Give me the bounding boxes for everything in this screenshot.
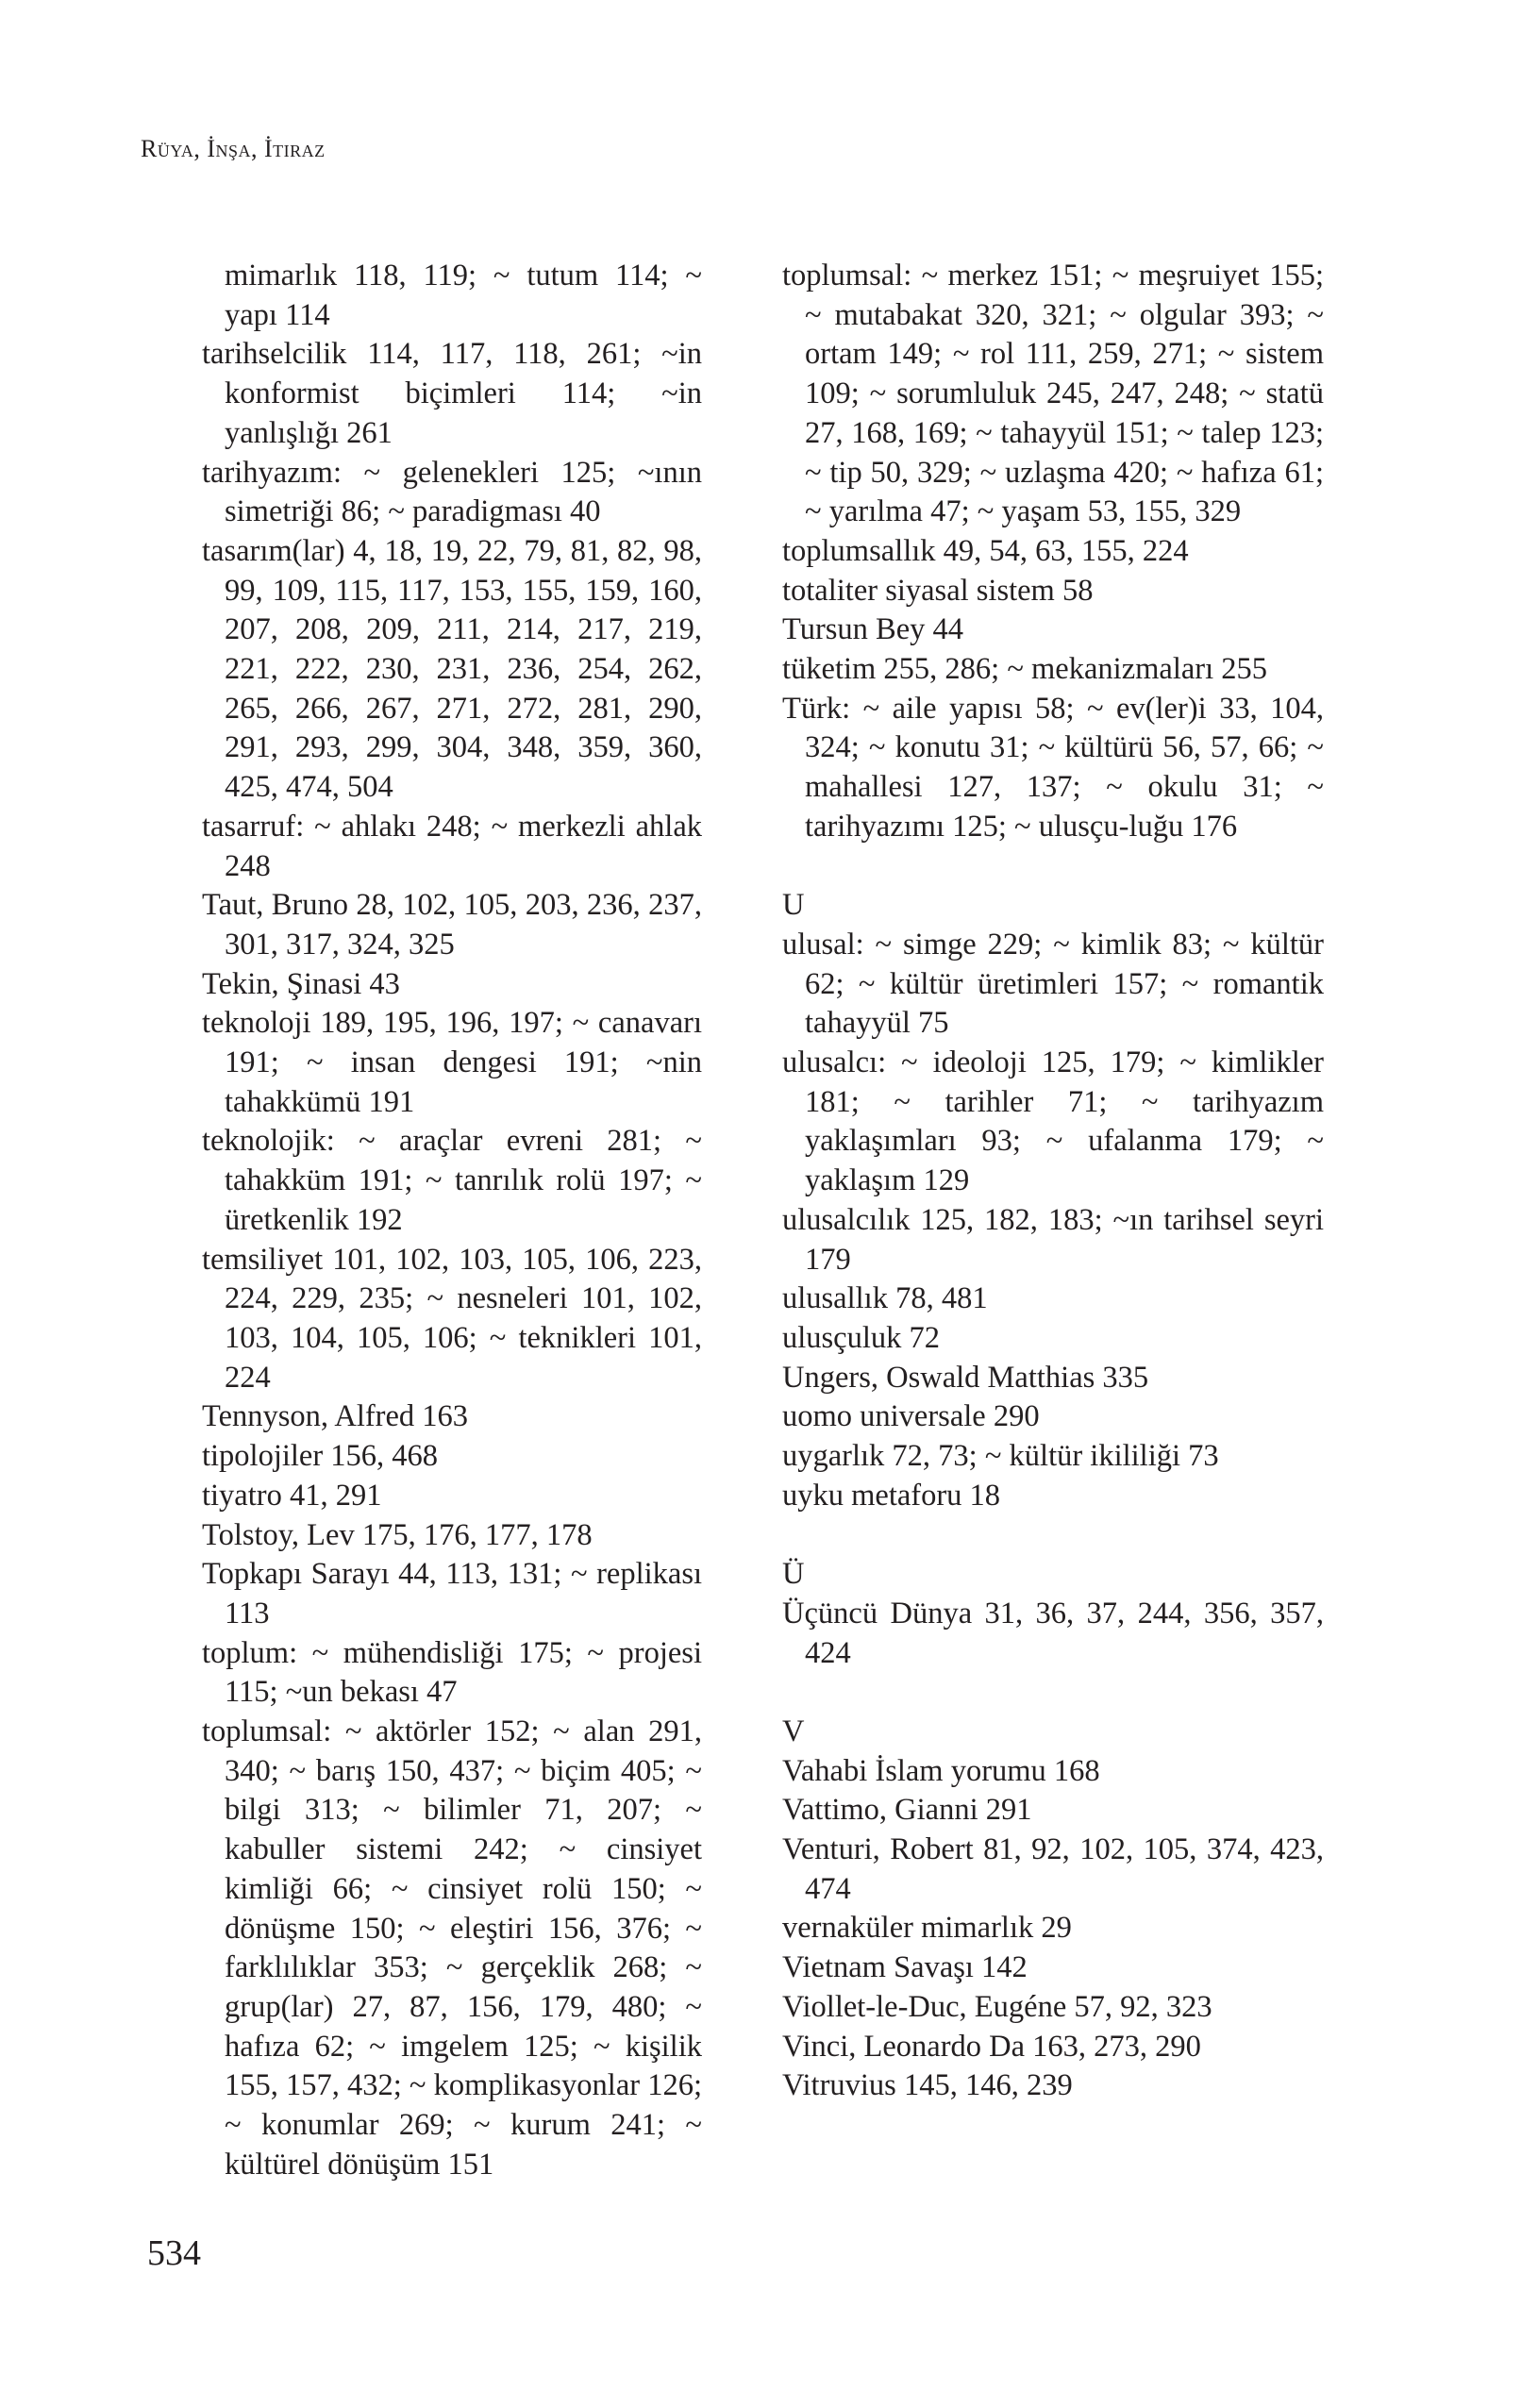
index-entry: mimarlık 118, 119; ~ tutum 114; ~ yapı 114 xyxy=(225,259,702,332)
index-letter-heading: U xyxy=(782,888,805,923)
index-entry: toplumsal: ~ aktörler 152; ~ alan 291, 340; ~ barış 150, 437; ~ biçim 405; ~ bilgi 313; ~ bilimler 71, 207; ~ kabuller sistemi 242; ~ cinsiyet kimliği 66; ~ cinsiyet rolü 150; ~ dönüşme 150; ~ eleştiri 156, 376; ~ farklılıklar 353; ~ gerçeklik 268; ~ grup(lar) 27, 87, 156, 179, 480; ~ hafıza 62; ~ imgelem 125; ~ kişilik 155, 157, 432; ~ komplikasyonlar 126; ~ konumlar 269; ~ kurum 241; ~ kültürel dönüşüm 151 xyxy=(202,1714,702,2182)
index-entry: Topkapı Sarayı 44, 113, 131; ~ replikası 113 xyxy=(202,1557,702,1630)
index-entry: uomo universale 290 xyxy=(782,1399,1040,1434)
index-entry: tüketim 255, 286; ~ mekanizmaları 255 xyxy=(782,652,1268,687)
index-column-left xyxy=(202,257,702,2184)
index-letter-heading: Ü xyxy=(782,1557,805,1592)
index-entry: totaliter siyasal sistem 58 xyxy=(782,573,1094,608)
index-entry: vernaküler mimarlık 29 xyxy=(782,1911,1072,1946)
index-entry: Tolstoy, Lev 175, 176, 177, 178 xyxy=(202,1517,593,1552)
index-entry: toplumsal: ~ merkez 151; ~ meşruiyet 155; ~ mutabakat 320, 321; ~ olgular 393; ~ ortam 149; ~ rol 111, 259, 271; ~ sistem 109; ~ sorumluluk 245, 247, 248; ~ statü 27, 168, 169; ~ tahayyül 151; ~ talep 123; ~ tip 50, 329; ~ uzlaşma 420; ~ hafıza 61; ~ yarılma 47; ~ yaşam 53, 155, 329 xyxy=(782,259,1324,529)
index-entry: uygarlık 72, 73; ~ kültür ikililiği 73 xyxy=(782,1439,1219,1474)
index-entry: uyku metaforu 18 xyxy=(782,1478,1001,1513)
index-entry: tarihselcilik 114, 117, 118, 261; ~in konformist biçimleri 114; ~in yanlışlığı 261 xyxy=(202,337,702,450)
index-entry: Tursun Bey 44 xyxy=(782,612,964,647)
index-entry: Üçüncü Dünya 31, 36, 37, 244, 356, 357, 424 xyxy=(782,1596,1324,1670)
running-head: Rüya, İnşa, İtiraz xyxy=(141,135,326,162)
index-entry: Taut, Bruno 28, 102, 105, 203, 236, 237, 301, 317, 324, 325 xyxy=(202,888,702,962)
index-entry: Tennyson, Alfred 163 xyxy=(202,1399,469,1434)
index-entry: Vitruvius 145, 146, 239 xyxy=(782,2068,1073,2103)
index-entry: temsiliyet 101, 102, 103, 105, 106, 223, 224, 229, 235; ~ nesneleri 101, 102, 103, 104, 105, 106; ~ teknikleri 101, 224 xyxy=(202,1242,702,1395)
index-entry: Ungers, Oswald Matthias 335 xyxy=(782,1360,1149,1395)
index-entry: Vietnam Savaşı 142 xyxy=(782,1950,1028,1985)
page-number: 534 xyxy=(147,2233,201,2273)
index-entry: ulusçuluk 72 xyxy=(782,1320,941,1355)
index-entry: tasarruf: ~ ahlakı 248; ~ merkezli ahlak 248 xyxy=(202,809,702,883)
index-entry: toplum: ~ mühendisliği 175; ~ projesi 115; ~un bekası 47 xyxy=(202,1635,702,1710)
index-entry: ulusallık 78, 481 xyxy=(782,1281,988,1316)
index-entry: tarihyazım: ~ gelenekleri 125; ~ının simetriği 86; ~ paradigması 40 xyxy=(202,455,702,529)
index-entry: teknolojik: ~ araçlar evreni 281; ~ tahakküm 191; ~ tanrılık rolü 197; ~ üretkenlik 192 xyxy=(202,1124,702,1237)
index-entry: ulusalcı: ~ ideoloji 125, 179; ~ kimlikler 181; ~ tarihler 71; ~ tarihyazım yaklaşımları 93; ~ ufalanma 179; ~ yaklaşım 129 xyxy=(782,1045,1324,1198)
index-entry: Vinci, Leonardo Da 163, 273, 290 xyxy=(782,2029,1201,2064)
index-entry: Türk: ~ aile yapısı 58; ~ ev(ler)i 33, 104, 324; ~ konutu 31; ~ kültürü 56, 57, 66; ~ mahallesi 127, 137; ~ okulu 31; ~ tarihyazımı 125; ~ ulusçu-luğu 176 xyxy=(782,691,1324,844)
index-entry: Venturi, Robert 81, 92, 102, 105, 374, 423, 474 xyxy=(782,1832,1324,1906)
index-entry: Viollet-le-Duc, Eugéne 57, 92, 323 xyxy=(782,1989,1212,2024)
index-entry: toplumsallık 49, 54, 63, 155, 224 xyxy=(782,533,1189,568)
index-entry: tipolojiler 156, 468 xyxy=(202,1439,439,1474)
index-entry: ulusal: ~ simge 229; ~ kimlik 83; ~ kültür 62; ~ kültür üretimleri 157; ~ romantik tahayyül 75 xyxy=(782,927,1324,1041)
index-entry: Vattimo, Gianni 291 xyxy=(782,1793,1032,1828)
index-entry: tiyatro 41, 291 xyxy=(202,1478,382,1513)
index-entry: Vahabi İslam yorumu 168 xyxy=(782,1753,1100,1788)
index-entry: Tekin, Şinasi 43 xyxy=(202,966,400,1001)
index-entry: teknoloji 189, 195, 196, 197; ~ canavarı 191; ~ insan dengesi 191; ~nin tahakkümü 191 xyxy=(202,1006,702,1119)
index-column-right xyxy=(782,257,1324,2106)
index-entry: tasarım(lar) 4, 18, 19, 22, 79, 81, 82, 98, 99, 109, 115, 117, 153, 155, 159, 160, 207, 208, 209, 211, 214, 217, 219, 221, 222, 230, 231, 236, 254, 262, 265, 266, 267, 271, 272, 281, 290, 291, 293, 299, 304, 348, 359, 360, 425, 474, 504 xyxy=(202,533,702,805)
index-letter-heading: V xyxy=(782,1714,805,1748)
index-entry: ulusalcılık 125, 182, 183; ~ın tarihsel seyri 179 xyxy=(782,1202,1324,1277)
